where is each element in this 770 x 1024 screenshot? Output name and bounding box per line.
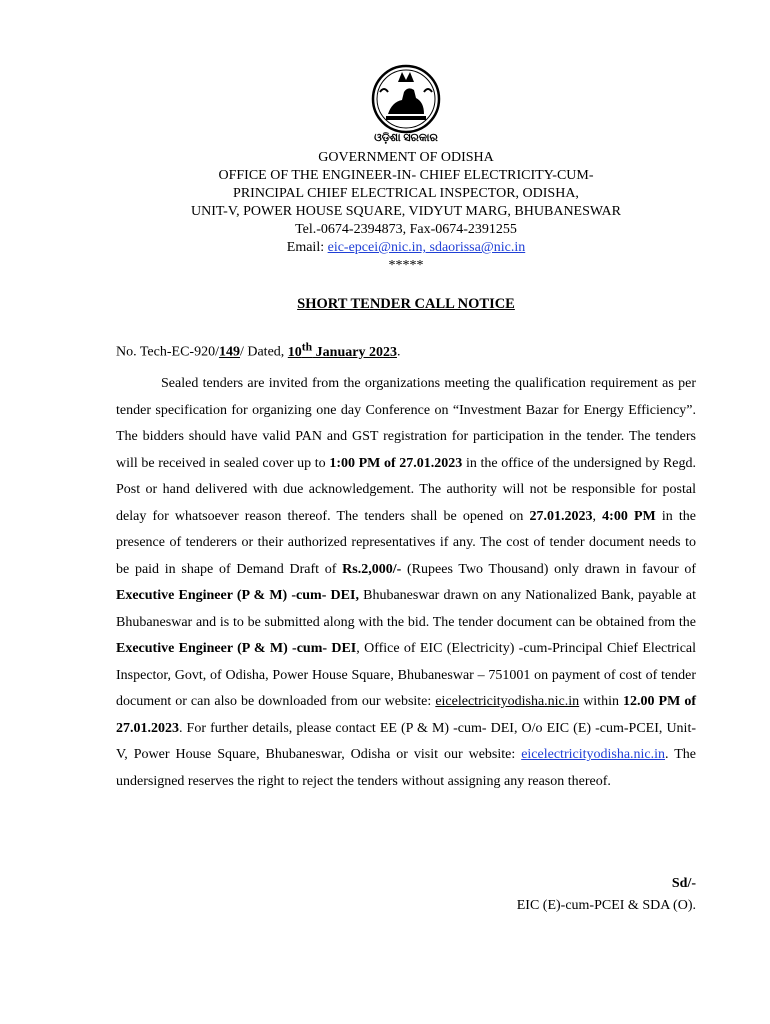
body-text-6: Bhubaneswar drawn on any Nationalized Bank, payable at Bhubaneswar and is to be submitted along with the bid. The tender document can be obtained from the (116, 588, 696, 630)
header-line-inspector: PRINCIPAL CHIEF ELECTRICAL INSPECTOR, ODISHA, (233, 186, 579, 201)
reference-number (116, 340, 400, 361)
body-text-7: , Office of EIC (Electricity) -cum-Principal Chief Electrical Inspector, Govt, of Odisha, Power House Square, Bhubaneswar – 751001 on payment of cost of tender document or can also be downloaded from our website: (116, 641, 697, 709)
notice-body (116, 371, 696, 795)
ref-day: 10 (287, 344, 302, 360)
body-bold-office: Executive Engineer (P & M) -cum- DEI (116, 641, 357, 656)
email-label: Email: (286, 240, 328, 255)
body-bold-opening-date: 27.01.2023 (529, 508, 593, 524)
header-line-address: UNIT-V, POWER HOUSE SQUARE, VIDYUT MARG, BHUBANESWAR (190, 204, 621, 219)
header-line-office: OFFICE OF THE ENGINEER-IN- CHIEF ELECTRICITY-CUM- (218, 168, 594, 183)
body-bold-deadline: 1:00 PM of 27.01.2023 (329, 455, 463, 471)
header-stars: ***** (388, 258, 424, 273)
body-text-10: . The undersigned reserves the right to reject the tenders without assigning any reason thereof. (116, 747, 697, 789)
ref-number: 149 (218, 344, 240, 360)
signature-designation: EIC (E)-cum-PCEI & SDA (O). (516, 898, 696, 913)
header-line-government: GOVERNMENT OF ODISHA (318, 150, 494, 165)
website-link-1[interactable]: eicelectricityodisha.nic.in (435, 694, 580, 709)
body-bold-fee: Rs.2,000/- (342, 561, 402, 577)
ref-end: . (396, 344, 401, 360)
body-bold-opening-time: 4:00 PM (602, 508, 656, 524)
email-links[interactable]: eic-epcei@nic.in, sdaorissa@nic.in (327, 240, 526, 255)
odia-script-heading: ଓଡ଼ିଶା ସରକାର (374, 132, 438, 144)
body-text-4: in the presence of tenderers or their authorized representatives if any. The cost of tender document needs to be paid in shape of Demand Draft of (116, 508, 696, 577)
signature-block (517, 873, 696, 917)
ref-mid: / Dated, (239, 344, 288, 360)
body-text-8: within (579, 694, 624, 709)
body-text-1: Sealed tenders are invited from the organizations meeting the qualification requirement as per tender specification for organizing one day Conference on “Investment Bazar for Energy Efficiency”. The bidders should have valid PAN and GST registration for participation in the tender. The tenders will be received in sealed cover up to (116, 376, 696, 471)
ref-prefix: No. Tech-EC-920/ (116, 344, 219, 360)
body-bold-download-deadline: 12.00 PM of 27.01.2023 (116, 694, 697, 736)
body-text-9: . For further details, please contact EE (P & M) -cum- DEI, O/o EIC (E) -cum-PCEI, Unit-V, Power House Square, Bhubaneswar, Odisha or visit our website: (116, 720, 696, 762)
government-emblem-icon (358, 62, 454, 136)
header-line-email (0, 239, 770, 257)
notice-title: SHORT TENDER CALL NOTICE (297, 296, 515, 312)
body-text-3: , (592, 508, 603, 524)
body-text-5: (Rupees Two Thousand) only drawn in favour of (401, 561, 696, 577)
website-link-2[interactable]: eicelectricityodisha.nic.in (521, 747, 666, 762)
signature-sd: Sd/- (671, 876, 696, 891)
ref-date (287, 340, 397, 360)
office-header (0, 149, 770, 275)
ref-date-rest: January 2023 (312, 344, 397, 360)
body-text-2: in the office of the undersigned by Regd. Post or hand delivered with due acknowledgement. The authority will not be responsible for postal delay for whatsoever reason thereof. The tenders shall be opened on (116, 455, 696, 524)
header-line-tel: Tel.-0674-2394873, Fax-0674-2391255 (295, 222, 517, 237)
ref-day-suffix: th (301, 340, 313, 353)
body-bold-payee: Executive Engineer (P & M) -cum- DEI, (116, 588, 359, 603)
